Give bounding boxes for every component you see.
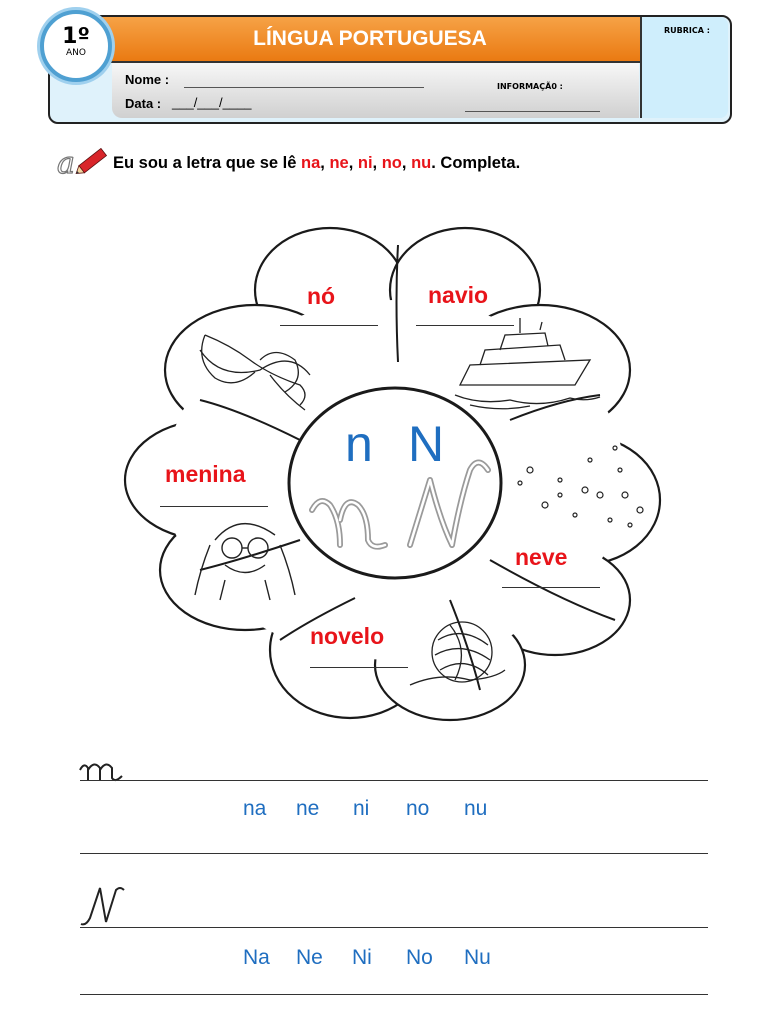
date-field[interactable]: ___/___/____ — [172, 95, 252, 110]
date-label: Data : — [125, 96, 162, 111]
grade-badge — [40, 10, 112, 82]
answer-line-neve[interactable] — [502, 587, 600, 588]
syllable: Na — [243, 946, 270, 969]
word-no: nó — [307, 283, 336, 309]
answer-line-navio[interactable] — [416, 325, 514, 326]
cursive-upper-n-icon — [78, 884, 128, 930]
name-label: Nome : — [125, 72, 170, 87]
syllable-ne: ne — [329, 154, 349, 172]
practice-line-3[interactable] — [80, 927, 708, 928]
instruction-prefix: Eu sou a letra que se lê — [113, 154, 301, 172]
info-label: INFORMAÇÃ0 : — [497, 82, 563, 91]
answer-line-novelo[interactable] — [310, 667, 408, 668]
practice-line-1[interactable] — [80, 780, 708, 781]
syllable: na — [243, 797, 267, 820]
lower-syllables — [0, 797, 768, 823]
separator: , — [320, 154, 330, 172]
center-circle — [289, 388, 501, 578]
syllable: ne — [296, 797, 320, 820]
svg-text:a: a — [57, 146, 75, 179]
answer-line-no[interactable] — [280, 325, 378, 326]
word-menina: menina — [165, 461, 246, 487]
syllable-ni: ni — [357, 154, 373, 172]
separator: , — [348, 154, 358, 172]
syllable: ni — [353, 797, 370, 820]
word-neve: neve — [515, 544, 568, 570]
syllable: no — [406, 797, 430, 820]
syllable: Ne — [296, 946, 323, 969]
grade-number: 1º — [62, 24, 90, 49]
syllable-nu: nu — [411, 154, 432, 172]
answer-line-menina[interactable] — [160, 506, 268, 507]
center-letter-upper: N — [408, 416, 445, 472]
syllable: Ni — [352, 946, 372, 969]
word-novelo: novelo — [310, 623, 385, 649]
upper-syllables — [0, 946, 768, 972]
syllable-no: no — [381, 154, 402, 172]
separator: , — [372, 154, 382, 172]
instruction-suffix: . Completa. — [431, 154, 521, 172]
word-navio: navio — [428, 282, 489, 308]
practice-line-4[interactable] — [80, 994, 708, 995]
center-letter-lower: n — [345, 416, 373, 472]
syllable: No — [406, 946, 433, 969]
page-title: LÍNGUA PORTUGUESA — [100, 17, 640, 63]
syllable: Nu — [464, 946, 491, 969]
syllable: nu — [464, 797, 488, 820]
separator: , — [401, 154, 412, 172]
practice-line-2[interactable] — [80, 853, 708, 854]
rubric-label: RUBRICA : — [664, 26, 710, 35]
grade-unit: ANO — [66, 48, 86, 58]
syllable-na: na — [301, 154, 321, 172]
